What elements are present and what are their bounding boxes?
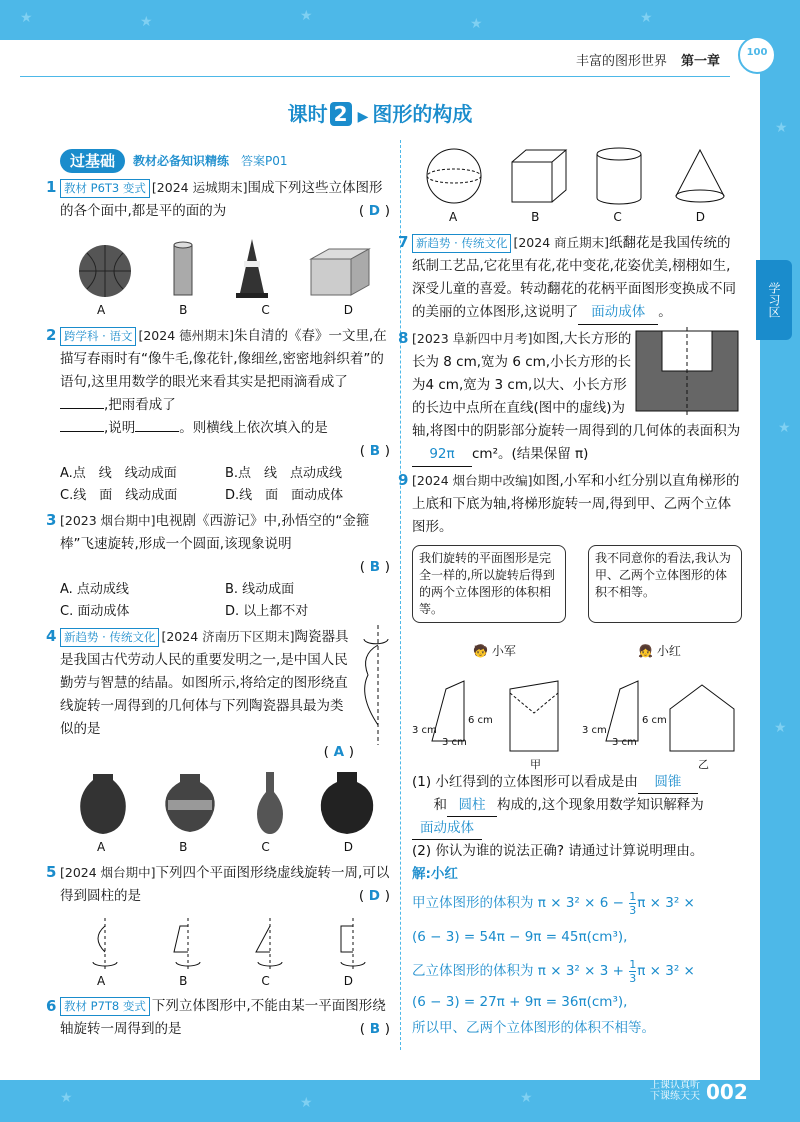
vase-d-figure (319, 770, 375, 836)
vase-b-figure (160, 770, 220, 836)
answer-ref: 答案P01 (241, 153, 288, 168)
solution: 解:小红 甲立体图形的体积为 π × 3² × 6 − $\frac{1}{3}$ π × 3² × (6 − 3) = 54π − 9π = 45π(cm³), 乙立体图形的体积为 π × 3² × 3 + $\frac{1}{3}$ π × 3² × (6 − 3) = 27π + 9π = 36π(cm³), 所以甲、乙两个立体图形的体积不相等。 (412, 866, 695, 1036)
footer-slogan: 上课认真听 下课练天天 (650, 1080, 700, 1102)
box-figure (307, 243, 373, 299)
speech-bubble-xiaojun: 我们旋转的平面图形是完全一样的,所以旋转后得到的两个立体图形的体积相等。 (412, 545, 566, 623)
question-9: 9 [2024 烟台期中改编]如图,小军和小红分别以直角梯形的上底和下底为轴,将梯形旋转一周,得到甲、乙两个立体图形。 我们旋转的平面图形是完全一样的,所以旋转后得到的两个立体图形的体积相等。 我不同意你的看法,我认为甲、乙两个立体图形的体积不相等。 🧒 小军 👧 小红 3 cm 3 cm 6 cm 甲 3 cm 3 cm 6 cm 乙 (1) 小红得到的立体图形可以看成是由 圆锥 和 圆柱 构成的,这个现象用数学知识解释为面动成体 (2) 你认为谁的说法正确? 请通过计算说明理由。 解:小红 甲立体图形的体积为 π × 3² × 6 − $\frac{1}{3}$ π × 3² × (6 − 3) = 54π − 9π = 45π(cm³), 乙立体图形的体积为 π × 3² × 3 + $\frac{1}{3}$ π × 3² × (6 − 3) = 27π + 9π = 36π(cm³), 所以甲、乙两个立体图形的体积不相等。 (412, 469, 742, 1040)
shape-c-figure (246, 918, 286, 970)
question-3: 3 [2023 烟台期中]电视剧《西游记》中,孙悟空的“金箍棒”飞速旋转,形成一个圆面,该现象说明 ( B ) A. 点动成线 B. 线动成面 C. 面动成体 D. 以上都不对 (46, 511, 390, 619)
section-badge: 过基础 (60, 149, 125, 173)
q6-figures (412, 140, 742, 206)
rectangle-figure (632, 327, 742, 417)
book-title: 丰富的图形世界 (575, 54, 667, 69)
cylinder-figure (592, 146, 646, 206)
left-column (46, 148, 390, 1041)
cube-figure (508, 146, 568, 206)
question-4: 4 新趋势 · 传统文化 [2024 济南历下区期末]陶瓷器具是我国古代劳动人民的重要发明之一,是中国人民勤劳与智慧的结晶。如图所示,将给定的图形绕直线旋转一周得到的几何体与下列陶瓷器具最为类似的是 ( A ) A B C D (60, 625, 390, 859)
page: ★ ★ ★ ★ ★ ★ ★ ★ ★ ★ ★ 丰富的图形世界 第一章 100 学习区 课时 2 ▶ 图形的构成 过基础 教材必备知识精练 答案P01 1 教材 P6T3 变式 [2024 运城期末]围成下列这些立体图形的各个面中,都是平的面的为 ( D ) A B C D 2 跨学科 · 语文 [2024 德州期末]朱自清的《春》一文里,在描写春雨时有“像牛毛,像花针,像细丝,密密地斜织着”的语句,这里用数学的眼光来看其实是把雨滴看成了,把雨看成了 ,说明 。则横线上依次填入的是 ( B ) A.点 线 线动成面 B.点 线 点动成线 C.线 面 线动成面 D.线 面 面动成体 3 [2023 烟台期中]电视剧《西游记》中,孙悟空的“金箍棒”飞速旋转,形成一个圆面,该现象说明 ( B ) A. 点动成线 B. 线动成面 C. 面动成体 D. 以上都不对 4 新趋势 · 传统文化 [2024 济南历下区期末]陶瓷器具是我国古代劳动人民的重要发明之一,是中国人民勤劳与智慧的结晶。如图所示,将给定的图形绕直线旋转一周得到的几何体与下列陶瓷器具最为类似的是 ( A ) A B C D 5 [2024 烟台期中]下列四个平面图形绕虚线旋转一周,可以得到圆柱的是 ( D ) A B C D 6 教材 P7T8 变式 下列立体图形中,不能由某一平面图形绕轴旋转一周得到的是 ( B ) A B C D 7 新趋势 · 传统文化 [2024 商丘期末]纸翻花是我国传统的纸制工艺品,它花里有花,花中变花,花姿优美,栩栩如生,深受儿童的喜爱。转动翻花的花柄平面图形变换成不同的美丽的立体图形,这说明了 面动成体 。 8 [2023 阜新四中月考]如图,大长方形的长为 8 cm,宽为 6 cm,小长方形的长为4 cm,宽为 3 cm,以大、小长方形的长边中点所在直线(图中的虚线)为轴,将图中的阴影部分旋转一周得到的几何体的表面积为92π cm²。(结果保留 π) 9 [2024 烟台期中改编]如图,小军和小红分别以直角梯形的上底和下底为轴,将梯形旋转一周,得到甲、乙两个立体图形。 我们旋转的平面图形是完全一样的,所以旋转后得到的两个立体图形的体积相等。 我不同意你的看法,我认为甲、乙两个立体图形的体积不相等。 🧒 小军 👧 小红 3 cm 3 cm 6 cm 甲 3 cm 3 cm 6 cm 乙 (1) 小红得到的立体图形可以看成是由 圆锥 和 圆柱 构成的,这个现象用数学知识解释为面动成体 (2) 你认为谁的说法正确? 请通过计算说明理由。 解:小红 甲立体图形的体积为 π × 3² × 6 − $\frac{1}{3}$ π × 3² × (6 − 3) = 54π − 9π = 45π(cm³), 乙立体图形的体积为 π × 3² × 3 + $\frac{1}{3}$ π × 3² × (6 − 3) = 27π + 9π = 36π(cm³), 所以甲、乙两个立体图形的体积不相等。 上课认真听 下课练天天 002 (0, 0, 800, 1122)
page-header (0, 40, 760, 76)
question-7: 7 新趋势 · 传统文化 [2024 商丘期末]纸翻花是我国传统的纸制工艺品,它花里有花,花中变花,花姿优美,栩栩如生,深受儿童的喜爱。转动翻花的花柄平面图形变换成不同的美丽的立体图形,这说明了 面动成体 。 (412, 231, 742, 325)
question-2: 2 跨学科 · 语文 [2024 德州期末]朱自清的《春》一文里,在描写春雨时有“像牛毛,像花针,像细丝,密密地斜织着”的语句,这里用数学的眼光来看其实是把雨滴看成了,把雨看成了 ,说明 。则横线上依次填入的是 ( B ) A.点 线 线动成面 B.点 线 点动成线 C.线 面 线动成面 D.线 面 面动成体 (46, 326, 390, 503)
cylinder-can-figure (168, 239, 198, 299)
section-subtitle: 教材必备知识精练 (133, 153, 230, 168)
girl-icon: 👧 (638, 643, 654, 658)
column-divider (400, 140, 401, 1050)
triangle-icon: ▶ (357, 109, 369, 125)
question-5: 5 [2024 烟台期中]下列四个平面图形绕虚线旋转一周,可以得到圆柱的是 ( D ) A B C D (46, 863, 390, 988)
section-header (60, 148, 390, 174)
shape-a-figure (81, 918, 121, 970)
speech-bubble-xiaohong: 我不同意你的看法,我认为甲、乙两个立体图形的体积不相等。 (588, 545, 742, 623)
traffic-cone-figure (232, 237, 272, 299)
chapter-label: 第一章 (680, 54, 720, 69)
vase-c-figure (250, 770, 290, 836)
basketball-figure (77, 243, 133, 299)
question-6: 6 教材 P7T8 变式 下列立体图形中,不能由某一平面图形绕轴旋转一周得到的是 ( B ) (46, 997, 390, 1037)
side-tab[interactable]: 学习区 (756, 260, 792, 340)
right-column: A B C D 7 新趋势 · 传统文化 [2024 商丘期末]纸翻花是我国传统的纸制工艺品,它花里有花,花中变花,花姿优美,栩栩如生,深受儿童的喜爱。转动翻花的花柄平面图形变换成不同的美丽的立体图形,这说明了 面动成体 。 8 [2023 阜新四中月考]如图,大长方形的长为 8 cm,宽为 6 cm,小长方形的长为4 cm,宽为 3 cm,以大、小长方形的长边中点所在直线(图中的虚线)为轴,将图中的阴影部分旋转一周得到的几何体的表面积为92π cm²。(结果保留 π) 9 [2024 烟台期中改编]如图,小军和小红分别以直角梯形的上底和下底为轴,将梯形旋转一周,得到甲、乙两个立体图形。 我们旋转的平面图形是完全一样的,所以旋转后得到的两个立体图形的体积相等。 我不同意你的看法,我认为甲、乙两个立体图形的体积不相等。 🧒 小军 👧 小红 3 cm 3 cm 6 cm 甲 3 cm 3 cm 6 cm 乙 (1) 小红得到的立体图形可以看成是由 圆锥 和 圆柱 构成的,这个现象用数学知识解释为面动成体 (2) 你认为谁的说法正确? 请通过计算说明理由。 解:小红 甲立体图形的体积为 π × 3² × 6 − $\frac{1}{3}$ π × 3² × (6 − 3) = 54π − 9π = 45π(cm³), 乙立体图形的体积为 π × 3² × 3 + $\frac{1}{3}$ π × 3² × (6 − 3) = 27π + 9π = 36π(cm³), 所以甲、乙两个立体图形的体积不相等。 (412, 140, 742, 1040)
lesson-title: 课时 2 ▶ 图形的构成 (287, 102, 473, 126)
boy-icon: 🧒 (473, 643, 489, 658)
question-8: 8 [2023 阜新四中月考]如图,大长方形的长为 8 cm,宽为 6 cm,小长方形的长为4 cm,宽为 3 cm,以大、小长方形的长边中点所在直线(图中的虚线)为轴,将图中的阴影部分旋转一周得到的几何体的表面积为92π cm²。(结果保留 π) (412, 327, 742, 467)
mascot-icon: 100 (738, 36, 776, 74)
shape-d-figure (329, 918, 369, 970)
shape-b-figure (164, 918, 204, 970)
cone-figure (670, 146, 730, 206)
vase-a-figure (75, 770, 131, 836)
question-1: 1 教材 P6T3 变式 [2024 运城期末]围成下列这些立体图形的各个面中,都是平的面的为 ( D ) A B C D (46, 178, 390, 317)
sphere-figure (424, 146, 484, 206)
trapezoid-figures: 3 cm 3 cm 6 cm 甲 3 cm 3 cm 6 cm 乙 (412, 679, 742, 765)
page-number: 002 (706, 1080, 748, 1104)
rotation-figure (354, 625, 390, 745)
